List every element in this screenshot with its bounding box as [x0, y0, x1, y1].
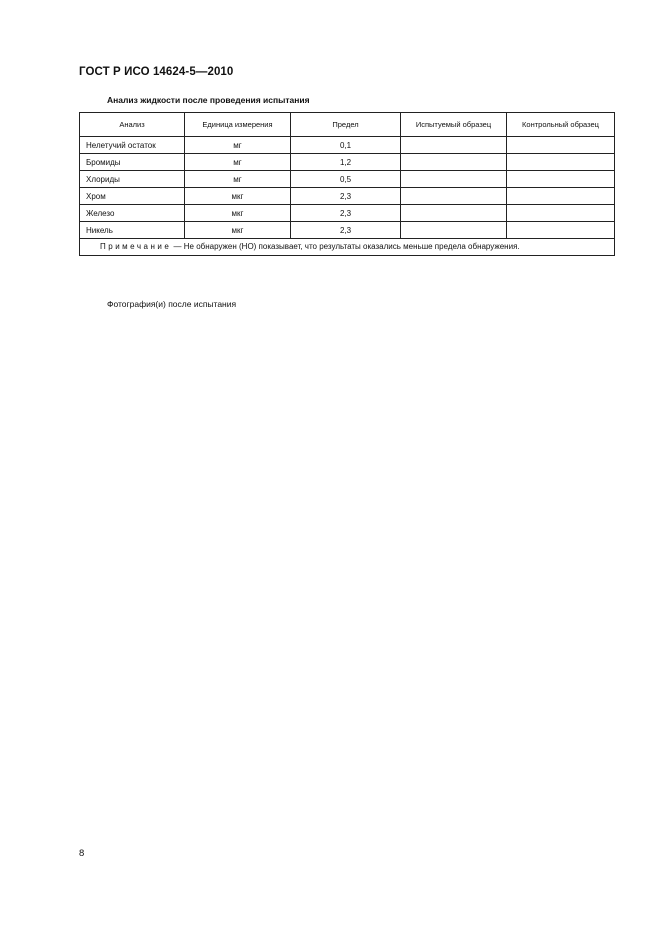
cell-analysis: Хлориды — [80, 171, 185, 188]
cell-limit: 1,2 — [291, 154, 401, 171]
page-number: 8 — [79, 848, 85, 859]
cell-analysis: Нелетучий остаток — [80, 137, 185, 154]
column-header-unit: Единица измерения — [185, 113, 291, 137]
table-row — [80, 222, 615, 239]
table-row — [80, 188, 615, 205]
note-label: Примечание — [100, 242, 172, 251]
column-header-control-sample: Контрольный образец — [507, 113, 615, 137]
cell-analysis: Никель — [80, 222, 185, 239]
cell-control-sample — [507, 222, 615, 239]
page-header: ГОСТ Р ИСО 14624-5—2010 — [79, 66, 234, 78]
cell-control-sample — [507, 171, 615, 188]
cell-control-sample — [507, 137, 615, 154]
table-header-row — [80, 113, 615, 137]
photo-caption: Фотография(и) после испытания — [107, 299, 237, 309]
column-header-analysis: Анализ — [80, 113, 185, 137]
table-row — [80, 154, 615, 171]
cell-limit: 2,3 — [291, 188, 401, 205]
cell-limit: 2,3 — [291, 222, 401, 239]
note-text: — Не обнаружен (НО) показывает, что результаты оказались меньше предела обнаружения. — [171, 242, 520, 251]
column-header-limit: Предел — [291, 113, 401, 137]
cell-analysis: Бромиды — [80, 154, 185, 171]
table-note-row — [80, 239, 615, 256]
cell-unit: мг — [185, 154, 291, 171]
cell-analysis: Железо — [80, 205, 185, 222]
cell-unit: мкг — [185, 205, 291, 222]
table-row — [80, 137, 615, 154]
cell-test-sample — [401, 154, 507, 171]
table-note — [80, 239, 615, 256]
cell-test-sample — [401, 205, 507, 222]
analysis-table — [79, 112, 615, 256]
cell-control-sample — [507, 188, 615, 205]
cell-unit: мкг — [185, 222, 291, 239]
cell-unit: мкг — [185, 188, 291, 205]
cell-limit: 0,1 — [291, 137, 401, 154]
table-row — [80, 171, 615, 188]
column-header-test-sample: Испытуемый образец — [401, 113, 507, 137]
cell-analysis: Хром — [80, 188, 185, 205]
cell-limit: 0,5 — [291, 171, 401, 188]
cell-control-sample — [507, 154, 615, 171]
cell-control-sample — [507, 205, 615, 222]
cell-test-sample — [401, 188, 507, 205]
cell-test-sample — [401, 222, 507, 239]
cell-limit: 2,3 — [291, 205, 401, 222]
cell-unit: мг — [185, 171, 291, 188]
cell-test-sample — [401, 137, 507, 154]
cell-unit: мг — [185, 137, 291, 154]
cell-test-sample — [401, 171, 507, 188]
table-row — [80, 205, 615, 222]
section-title: Анализ жидкости после проведения испытания — [107, 95, 310, 105]
